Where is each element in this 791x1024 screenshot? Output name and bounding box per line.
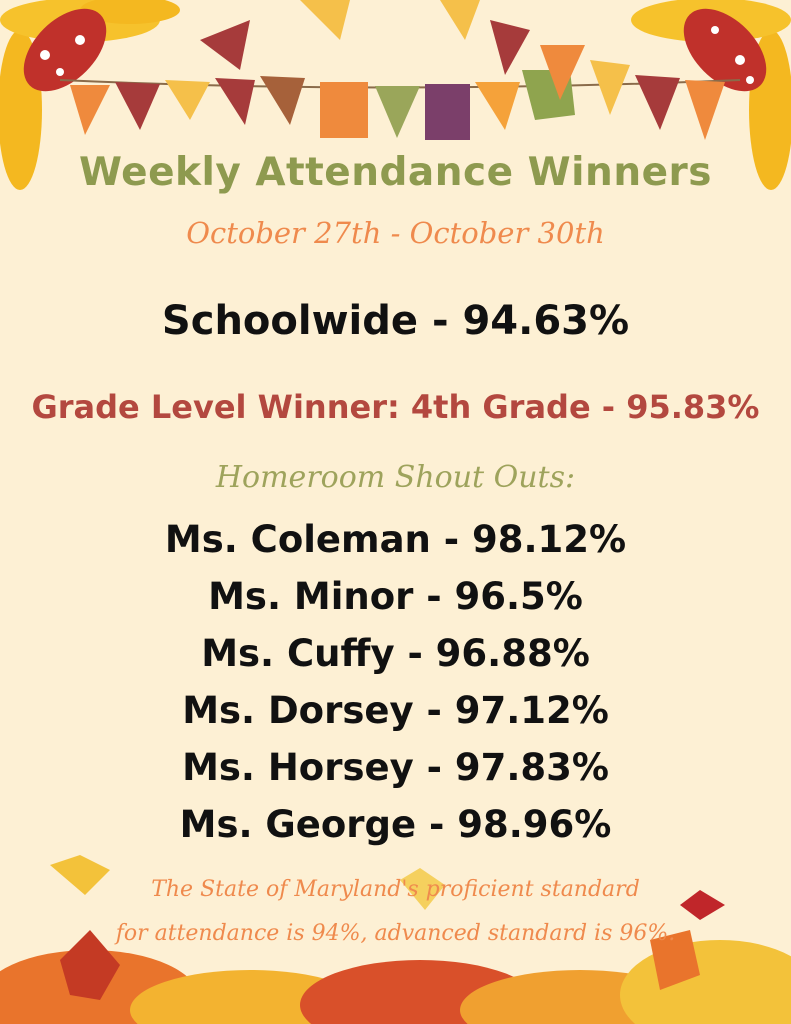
homeroom-item: Ms. George - 98.96%	[179, 803, 612, 846]
homeroom-item: Ms. Dorsey - 97.12%	[182, 689, 609, 732]
homeroom-item: Ms. Minor - 96.5%	[208, 575, 583, 618]
date-range: October 27th - October 30th	[186, 216, 605, 250]
homeroom-item: Ms. Cuffy - 96.88%	[201, 632, 590, 675]
homeroom-heading: Homeroom Shout Outs:	[215, 460, 576, 495]
grade-level-winner: Grade Level Winner: 4th Grade - 95.83%	[31, 388, 760, 426]
page-title: Weekly Attendance Winners	[79, 150, 712, 195]
homeroom-item: Ms. Horsey - 97.83%	[182, 746, 609, 789]
homeroom-item: Ms. Coleman - 98.12%	[164, 518, 627, 561]
footer-note	[0, 868, 791, 956]
schoolwide-attendance: Schoolwide - 94.63%	[161, 298, 630, 344]
homeroom-list	[0, 514, 791, 856]
footer-line-2: for attendance is 94%, advanced standard is 96%.	[115, 921, 676, 946]
footer-line-1: The State of Maryland's proficient standard	[151, 877, 640, 902]
